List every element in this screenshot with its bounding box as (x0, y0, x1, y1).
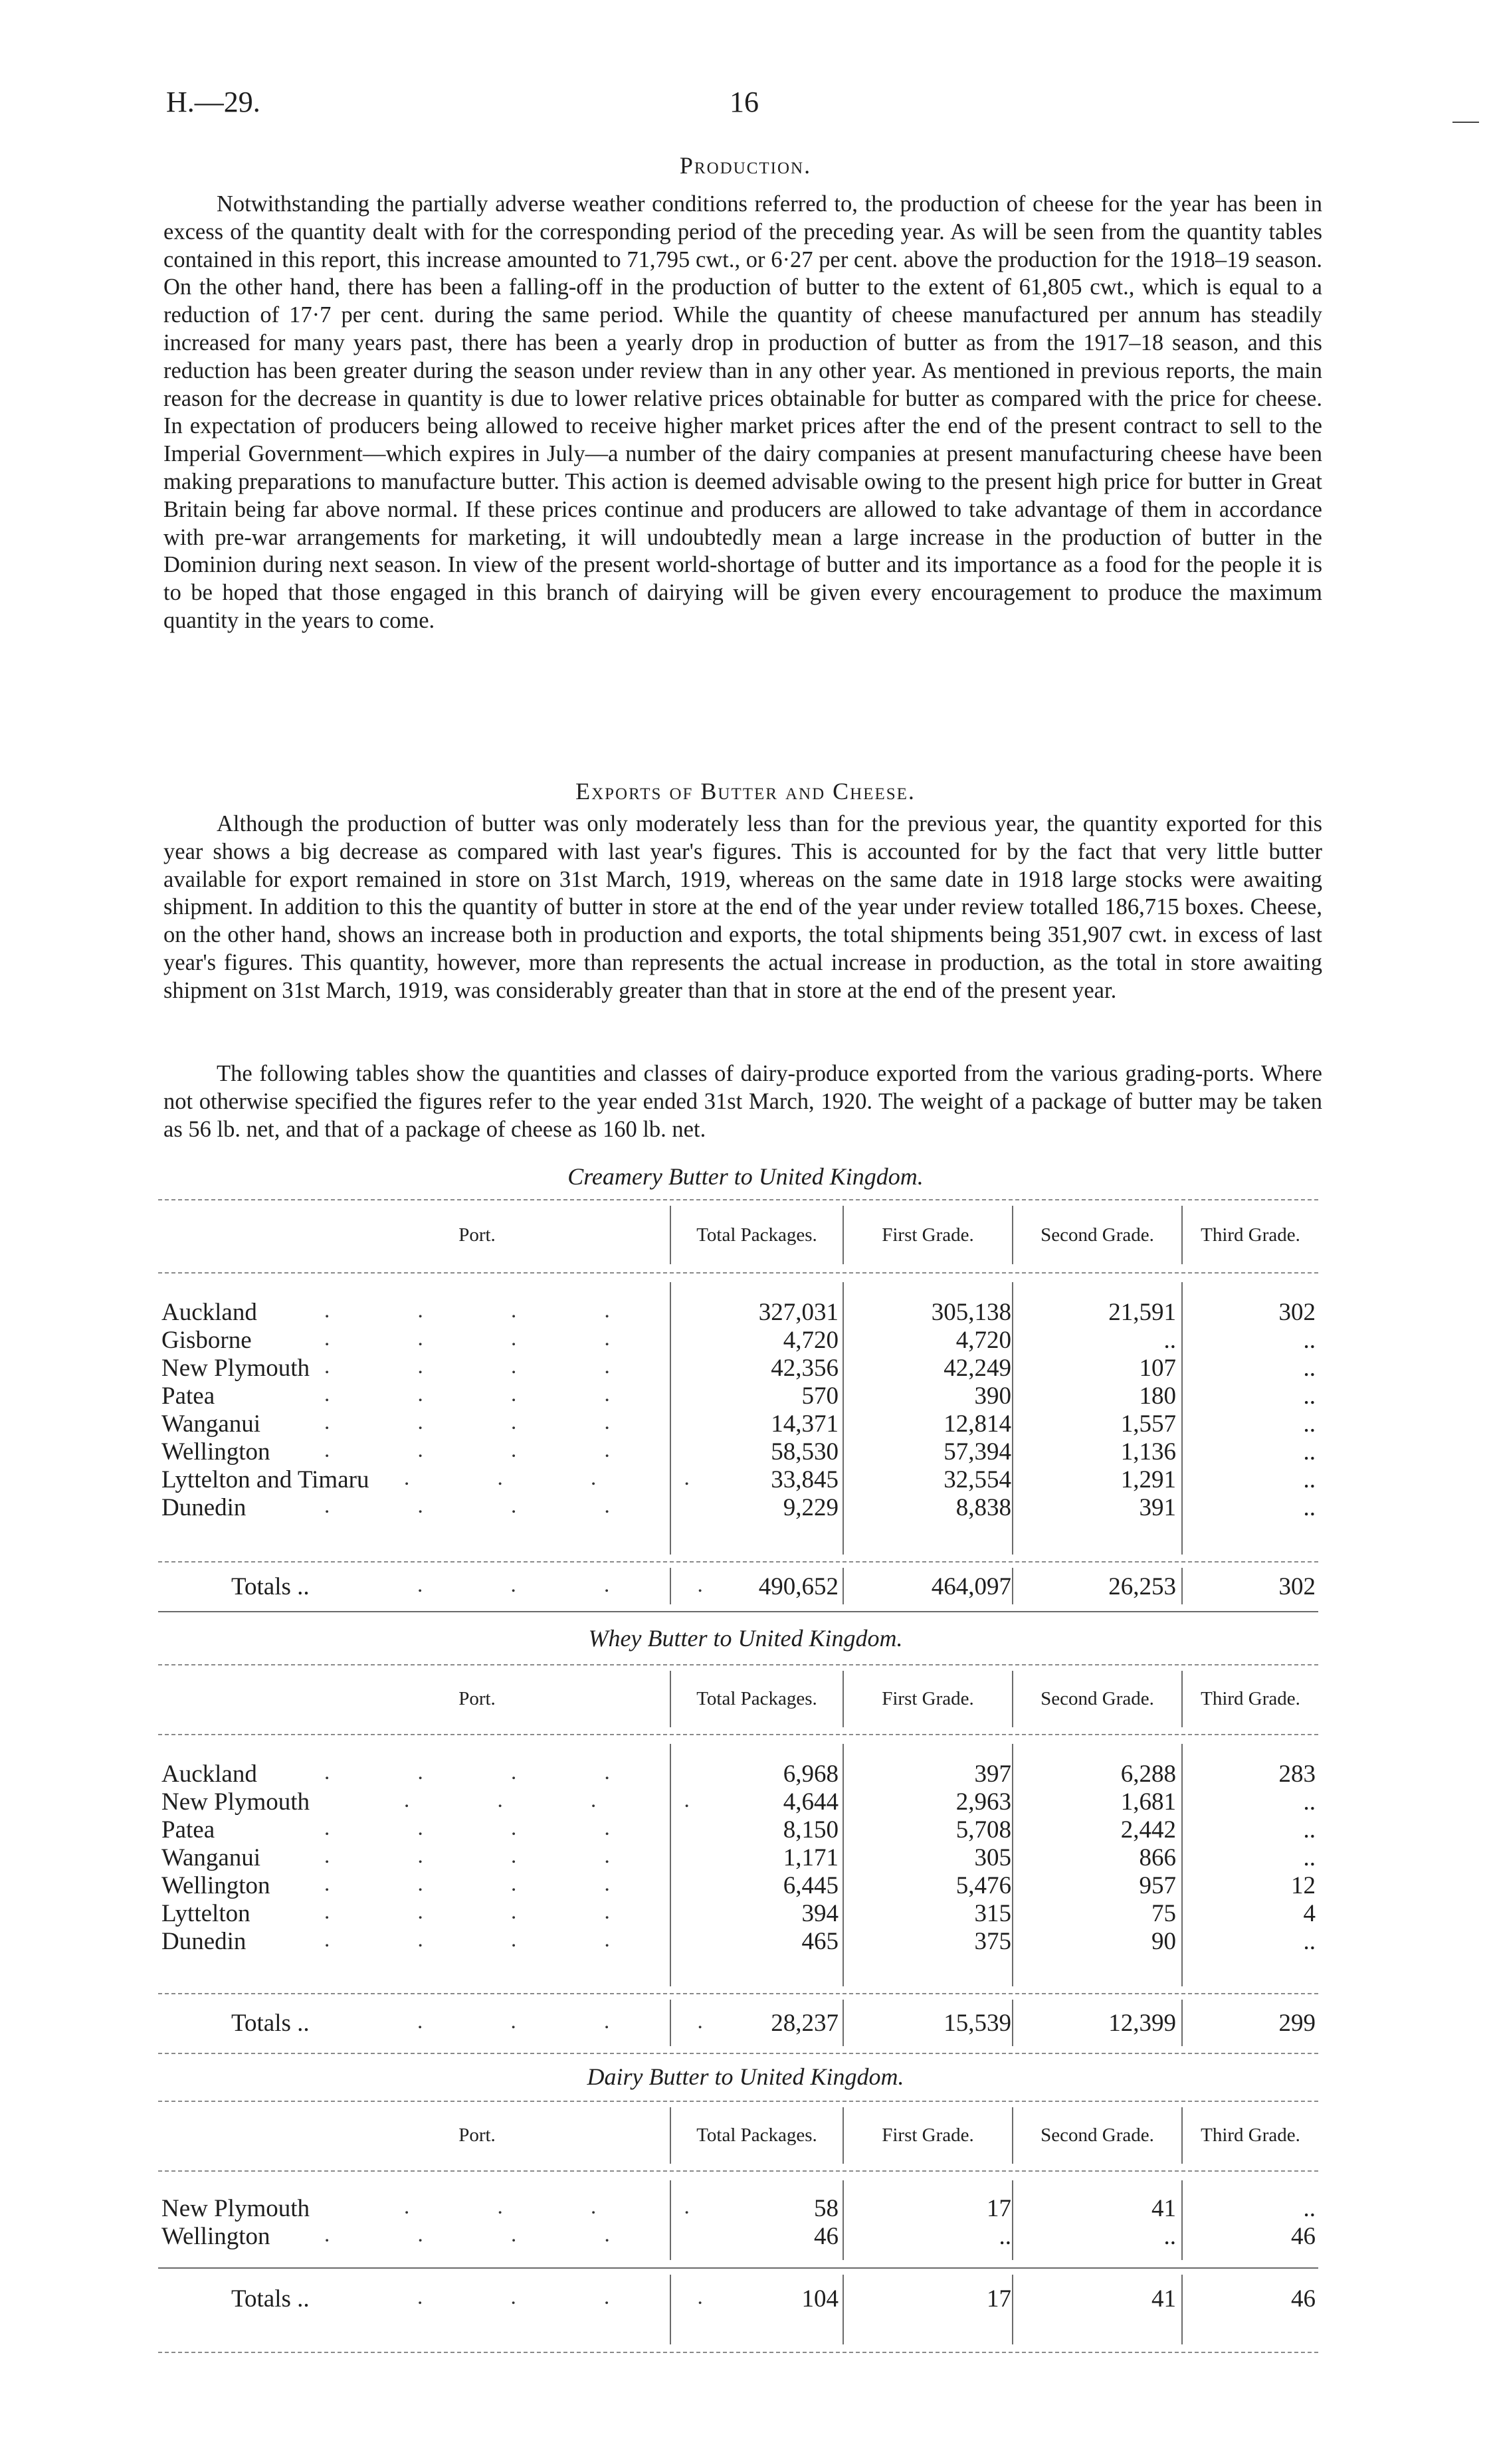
leader-dots: . . . . (404, 2195, 731, 2219)
second-grade-value: 1,557 (1120, 1410, 1176, 1438)
port-name: Wellington (161, 1438, 270, 1466)
first-grade-value: 8,838 (955, 1494, 1011, 1521)
table-rule (158, 1611, 1318, 1612)
column-header-first: First Grade. (882, 2125, 974, 2146)
leader-dots: . . . . (417, 2010, 744, 2034)
first-grade-value: .. (999, 2223, 1011, 2250)
corner-mark (1452, 122, 1479, 123)
third-grade-value: .. (1303, 1466, 1316, 1493)
total-packages-value: 1,171 (783, 1844, 839, 1871)
leader-dots: . . . . (324, 1816, 651, 1840)
third-grade-value: 46 (1291, 2285, 1316, 2313)
port-name: Dunedin (161, 1928, 247, 1955)
port-name: Lyttelton (161, 1900, 250, 1927)
column-header-second: Second Grade. (1041, 1688, 1154, 1709)
column-header-port: Port. (458, 2125, 496, 2146)
second-grade-value: 12,399 (1108, 2010, 1176, 2037)
second-grade-value: 180 (1139, 1382, 1176, 1410)
leader-dots: . . . . (404, 1788, 731, 1812)
total-packages-value: 8,150 (783, 1816, 839, 1844)
table-rule (158, 1561, 1318, 1563)
leader-dots: . . . . (324, 1494, 651, 1518)
production-text: Notwithstanding the partially adverse weather conditions referred to, the production of cheese for the year has been in excess of the quantity dealt with for the corresponding period of the preceding year. As will be seen from the quantity tables contained in this report, this increase amounted to 71,795 cwt., or 6·27 per cent. above the production for the 1918–19 season. On the other hand, there has been a falling-off in the production of butter to the extent of 61,805 cwt., which is equal to a reduction of 17·7 per cent. during the same period. While the quantity of cheese manufactured per annum has steadily increased for many years past, there has been a yearly drop in production of butter as from the 1917–18 season, and this reduction has been greater during the season under review than in any other year. As mentioned in previous reports, the main reason for the decrease in quantity is due to lower relative prices obtainable for butter as compared with the price for cheese. In expectation of producers being allowed to receive higher market prices after the end of the present contract to sell to the Imperial Government—which expires in July—a number of the dairy companies at present manufacturing cheese have been making preparations to manufacture butter. This action is deemed advisable owing to the present high price for butter in Great Britain being far above normal. If these prices continue and producers are allowed to take advantage of them in accordance with pre-war arrangements for marketing, it will undoubtedly mean a large increase in the production of butter in the Dominion during next season. In view of the present world-shortage of butter and its importance as a food for the people it is to be hoped that those engaged in this branch of dairying will be given every encouragement to produce the maximum quantity in the years to come. (163, 191, 1322, 633)
second-grade-value: 21,591 (1108, 1299, 1176, 1326)
second-grade-value: 1,136 (1120, 1438, 1176, 1466)
first-grade-value: 15,539 (944, 2010, 1011, 2037)
second-grade-value: 107 (1139, 1355, 1176, 1382)
port-name: Wellington (161, 1872, 270, 1899)
dairy-table-caption: Dairy Butter to United Kingdom. (587, 2063, 904, 2090)
column-header-first: First Grade. (882, 1688, 974, 1709)
total-packages-value: 6,968 (783, 1760, 839, 1788)
table-rule (158, 2170, 1318, 2172)
port-name: Wellington (161, 2223, 270, 2250)
exports-paragraph-2 (163, 1060, 1322, 1143)
total-packages-value: 33,845 (771, 1466, 839, 1493)
table-rule (158, 2267, 1318, 2269)
total-packages-value: 6,445 (783, 1872, 839, 1899)
total-packages-value: 394 (801, 1900, 839, 1927)
first-grade-value: 464,097 (931, 1573, 1011, 1600)
leader-dots: . . . . (324, 1844, 651, 1868)
page-number: 16 (730, 86, 759, 118)
column-divider (1012, 1568, 1013, 1604)
production-heading: Production. (679, 152, 812, 179)
first-grade-value: 305 (974, 1844, 1011, 1871)
totals-label: Totals .. (231, 1573, 310, 1600)
table-rule (158, 2352, 1318, 2353)
column-divider (843, 1568, 844, 1604)
column-divider (1012, 1282, 1013, 1555)
port-name: New Plymouth (161, 2195, 310, 2222)
column-divider (843, 1282, 844, 1555)
second-grade-value: .. (1163, 1327, 1176, 1354)
second-grade-value: 1,681 (1120, 1788, 1176, 1816)
leader-dots: . . . . (324, 1438, 651, 1462)
column-divider (1181, 2000, 1183, 2046)
leader-dots: . . . . (417, 1573, 744, 1597)
total-packages-value: 58 (814, 2195, 839, 2222)
third-grade-value: .. (1303, 1410, 1316, 1438)
second-grade-value: 2,442 (1120, 1816, 1176, 1844)
second-grade-value: 26,253 (1108, 1573, 1176, 1600)
dairy-butter-table (158, 2101, 1318, 2360)
third-grade-value: 299 (1278, 2010, 1316, 2037)
exports-text-1: Although the production of butter was only moderately less than for the previous year, the quantity exported for this year shows a big decrease as compared with last year's figures. This is accounted for by the fact that very little butter available for export remained in store on 31st March, 1919, whereas on the same date in 1918 large stocks were awaiting shipment. In addition to this the quantity of butter in store at the end of the year under review totalled 186,715 boxes. Cheese, on the other hand, shows an increase both in production and exports, the total shipments being 351,907 cwt. in excess of last year's figures. This quantity, however, more than represents the actual increase in production, as the total in store awaiting shipment on 31st March, 1919, was considerably greater than that in store at the end of the present year. (163, 811, 1322, 1003)
third-grade-value: 283 (1278, 1760, 1316, 1788)
port-name: Gisborne (161, 1327, 252, 1354)
leader-dots: . . . . (324, 1900, 651, 1924)
port-name: New Plymouth (161, 1788, 310, 1816)
column-divider (843, 2180, 844, 2260)
total-packages-value: 490,652 (758, 1573, 839, 1600)
first-grade-value: 12,814 (944, 1410, 1011, 1438)
first-grade-value: 375 (974, 1928, 1011, 1955)
document-reference: H.—29. (166, 86, 260, 118)
second-grade-value: 391 (1139, 1494, 1176, 1521)
first-grade-value: 390 (974, 1382, 1011, 1410)
column-header-first: First Grade. (882, 1224, 974, 1246)
leader-dots: . . . . (324, 1760, 651, 1784)
third-grade-value: 4 (1303, 1900, 1316, 1927)
column-divider (1181, 1282, 1183, 1555)
leader-dots: . . . . (417, 2285, 744, 2309)
leader-dots: . . . . (324, 1410, 651, 1434)
total-packages-value: 58,530 (771, 1438, 839, 1466)
third-grade-value: .. (1303, 1494, 1316, 1521)
production-paragraph (163, 191, 1322, 635)
whey-butter-table (158, 1664, 1318, 2063)
column-header-port: Port. (458, 1688, 496, 1709)
third-grade-value: .. (1303, 1355, 1316, 1382)
column-divider (843, 1744, 844, 1986)
column-header-port: Port. (458, 1224, 496, 1246)
column-header-third: Third Grade. (1201, 1224, 1300, 1246)
first-grade-value: 17 (987, 2285, 1011, 2313)
second-grade-value: 6,288 (1120, 1760, 1176, 1788)
column-divider (1181, 1744, 1183, 1986)
total-packages-value: 4,720 (783, 1327, 839, 1354)
second-grade-value: 41 (1151, 2285, 1176, 2313)
first-grade-value: 2,963 (955, 1788, 1011, 1816)
table-rule (158, 1734, 1318, 1735)
column-divider (1012, 1744, 1013, 1986)
total-packages-value: 104 (801, 2285, 839, 2313)
column-divider (1012, 2275, 1013, 2344)
first-grade-value: 57,394 (944, 1438, 1011, 1466)
column-divider (1012, 2000, 1013, 2046)
creamery-table-caption: Creamery Butter to United Kingdom. (567, 1163, 924, 1190)
exports-heading: Exports of Butter and Cheese. (575, 778, 916, 805)
total-packages-value: 4,644 (783, 1788, 839, 1816)
column-header-second: Second Grade. (1041, 2125, 1154, 2146)
column-header-third: Third Grade. (1201, 2125, 1300, 2146)
first-grade-value: 397 (974, 1760, 1011, 1788)
total-packages-value: 28,237 (771, 2010, 839, 2037)
leader-dots: . . . . (324, 1928, 651, 1952)
table-rule (158, 2053, 1318, 2054)
port-name: New Plymouth (161, 1355, 310, 1382)
second-grade-value: 90 (1151, 1928, 1176, 1955)
exports-text-2: The following tables show the quantities and classes of dairy-produce exported from the various grading-ports. Where not otherwise specified the figures refer to the year ended 31st March, 1920. The weight of a package of butter may be taken as 56 lb. net, and that of a package of cheese as 160 lb. net. (163, 1061, 1322, 1142)
total-packages-value: 465 (801, 1928, 839, 1955)
port-name: Dunedin (161, 1494, 247, 1521)
column-header-total: Total Packages. (696, 1688, 817, 1709)
column-header-total: Total Packages. (696, 1224, 817, 1246)
column-header-total: Total Packages. (696, 2125, 817, 2146)
column-divider (1181, 2275, 1183, 2344)
third-grade-value: 12 (1291, 1872, 1316, 1899)
first-grade-value: 305,138 (931, 1299, 1011, 1326)
leader-dots: . . . . (324, 1299, 651, 1323)
table-rule (158, 2101, 1318, 2102)
first-grade-value: 315 (974, 1900, 1011, 1927)
second-grade-value: 866 (1139, 1844, 1176, 1871)
third-grade-value: 46 (1291, 2223, 1316, 2250)
table-rule (158, 1272, 1318, 1274)
column-divider (843, 2275, 844, 2344)
port-name: Auckland (161, 1760, 257, 1788)
column-divider (1181, 1568, 1183, 1604)
port-name: Auckland (161, 1299, 257, 1326)
total-packages-value: 570 (801, 1382, 839, 1410)
table-rule (158, 1664, 1318, 1665)
total-packages-value: 327,031 (758, 1299, 839, 1326)
third-grade-value: .. (1303, 1382, 1316, 1410)
table-rule (158, 1199, 1318, 1200)
total-packages-value: 46 (814, 2223, 839, 2250)
column-header-second: Second Grade. (1041, 1224, 1154, 1246)
whey-table-caption: Whey Butter to United Kingdom. (588, 1625, 903, 1652)
leader-dots: . . . . (324, 2223, 651, 2247)
third-grade-value: .. (1303, 1327, 1316, 1354)
total-packages-value: 14,371 (771, 1410, 839, 1438)
second-grade-value: 957 (1139, 1872, 1176, 1899)
first-grade-value: 17 (987, 2195, 1011, 2222)
second-grade-value: .. (1163, 2223, 1176, 2250)
second-grade-value: 1,291 (1120, 1466, 1176, 1493)
total-packages-value: 9,229 (783, 1494, 839, 1521)
totals-label: Totals .. (231, 2285, 310, 2313)
leader-dots: . . . . (324, 1327, 651, 1351)
third-grade-value: .. (1303, 1928, 1316, 1955)
second-grade-value: 75 (1151, 1900, 1176, 1927)
port-name: Wanganui (161, 1410, 261, 1438)
column-divider (1012, 2180, 1013, 2260)
leader-dots: . . . . (324, 1355, 651, 1378)
second-grade-value: 41 (1151, 2195, 1176, 2222)
first-grade-value: 5,476 (955, 1872, 1011, 1899)
column-divider (843, 2000, 844, 2046)
exports-paragraph-1 (163, 810, 1322, 1005)
creamery-butter-table (158, 1199, 1318, 1618)
totals-label: Totals .. (231, 2010, 310, 2037)
port-name: Patea (161, 1816, 215, 1844)
third-grade-value: .. (1303, 2195, 1316, 2222)
port-name: Lyttelton and Timaru (161, 1466, 369, 1493)
third-grade-value: .. (1303, 1844, 1316, 1871)
column-header-third: Third Grade. (1201, 1688, 1300, 1709)
third-grade-value: .. (1303, 1788, 1316, 1816)
third-grade-value: 302 (1278, 1299, 1316, 1326)
leader-dots: . . . . (324, 1382, 651, 1406)
first-grade-value: 42,249 (944, 1355, 1011, 1382)
first-grade-value: 4,720 (955, 1327, 1011, 1354)
port-name: Wanganui (161, 1844, 261, 1871)
table-rule (158, 1993, 1318, 1994)
leader-dots: . . . . (404, 1466, 731, 1490)
column-divider (1181, 2180, 1183, 2260)
first-grade-value: 32,554 (944, 1466, 1011, 1493)
third-grade-value: .. (1303, 1816, 1316, 1844)
total-packages-value: 42,356 (771, 1355, 839, 1382)
first-grade-value: 5,708 (955, 1816, 1011, 1844)
third-grade-value: 302 (1278, 1573, 1316, 1600)
column-divider (670, 2180, 671, 2260)
third-grade-value: .. (1303, 1438, 1316, 1466)
port-name: Patea (161, 1382, 215, 1410)
leader-dots: . . . . (324, 1872, 651, 1896)
